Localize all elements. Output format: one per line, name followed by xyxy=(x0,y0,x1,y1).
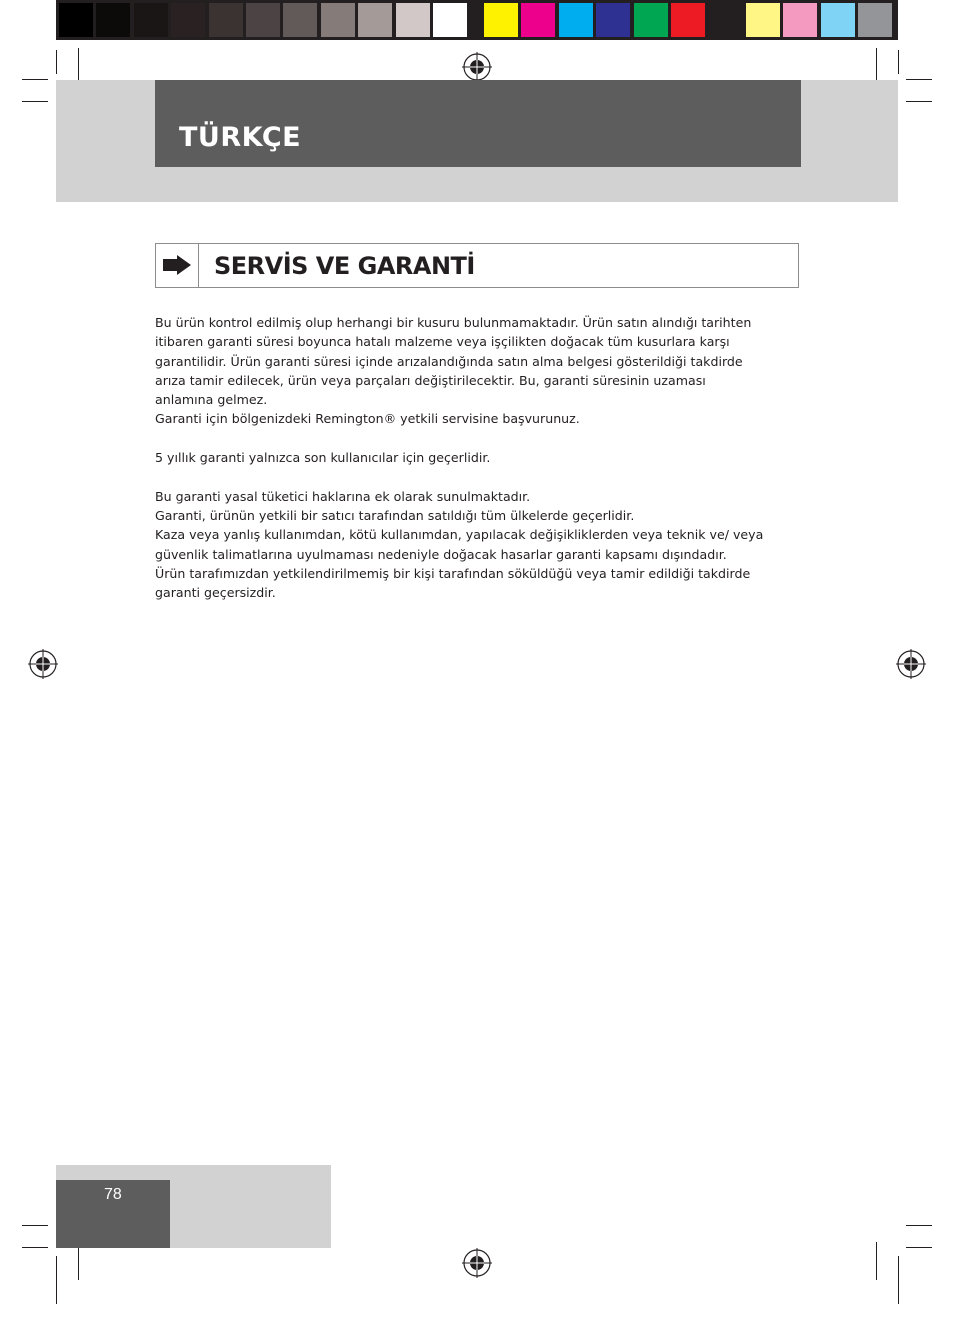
body-line xyxy=(155,429,805,448)
crop-mark xyxy=(876,1242,877,1280)
body-line: Garanti için bölgenizdeki Remington® yetkili servisine başvurunuz. xyxy=(155,411,580,427)
body-line: Kaza veya yanlış kullanımdan, kötü kullanımdan, yapılacak değişikliklerden veya teknik ve/ veya xyxy=(155,527,764,543)
body-line xyxy=(155,467,805,486)
crop-mark xyxy=(22,101,48,102)
body-line: Garanti, ürünün yetkili bir satıcı tarafından satıldığı tüm ülkelerde geçerlidir. xyxy=(155,507,635,523)
registration-mark-icon xyxy=(462,52,492,82)
body-line: 5 yıllık garanti yalnızca son kullanıcılar için geçerlidir. xyxy=(155,450,491,466)
color-swatch xyxy=(708,3,742,37)
arrow-right-icon xyxy=(163,255,191,275)
color-swatch xyxy=(96,3,130,37)
color-swatch xyxy=(521,3,555,37)
crop-mark xyxy=(22,1225,48,1226)
crop-mark xyxy=(898,50,899,74)
registration-mark-icon xyxy=(28,649,58,679)
color-swatch xyxy=(134,3,168,37)
color-swatch xyxy=(559,3,593,37)
crop-mark xyxy=(898,1256,899,1304)
crop-mark xyxy=(906,1247,932,1248)
color-swatch xyxy=(59,3,93,37)
body-line: Bu ürün kontrol edilmiş olup herhangi bir kusuru bulunmamaktadır. Ürün satın alındığı tarihten xyxy=(155,315,752,330)
body-line: garanti geçersizdir. xyxy=(155,585,276,601)
body-line: itibaren garanti süresi boyunca hatalı malzeme veya işçilikten doğacak tüm kusurlara karşı xyxy=(155,334,730,350)
color-swatch xyxy=(209,3,243,37)
color-swatch xyxy=(433,3,467,37)
color-swatch xyxy=(396,3,430,37)
color-swatch xyxy=(746,3,780,37)
page-number-box xyxy=(56,1180,170,1248)
crop-mark xyxy=(22,79,48,80)
color-swatch xyxy=(671,3,705,37)
language-title: TÜRKÇE xyxy=(179,122,302,153)
registration-mark-icon xyxy=(462,1248,492,1278)
color-swatch xyxy=(484,3,518,37)
crop-mark xyxy=(56,1256,57,1304)
body-line: arıza tamir edilecek, ürün veya parçaları değiştirilecektir. Bu, garanti süresinin uzaması xyxy=(155,372,706,388)
page-number: 78 xyxy=(104,1186,122,1203)
color-swatch xyxy=(634,3,668,37)
color-swatch xyxy=(358,3,392,37)
body-line: garantilidir. Ürün garanti süresi içinde arızalandığında satın alma belgesi gösterildiği takdirde xyxy=(155,353,743,369)
body-line: Ürün tarafımızdan yetkilendirilmemiş bir kişi tarafından söküldüğü veya tamir edildiği takdirde xyxy=(155,565,751,581)
body-line: Bu garanti yasal tüketici haklarına ek olarak sunulmaktadır. xyxy=(155,488,531,504)
warranty-text xyxy=(155,313,805,602)
crop-mark xyxy=(22,1247,48,1248)
color-swatch xyxy=(821,3,855,37)
crop-mark xyxy=(56,50,57,74)
color-swatch xyxy=(783,3,817,37)
crop-mark xyxy=(906,101,932,102)
color-swatch xyxy=(283,3,317,37)
section-title: SERVİS VE GARANTİ xyxy=(214,252,475,280)
color-swatch xyxy=(171,3,205,37)
registration-mark-icon xyxy=(896,649,926,679)
crop-mark xyxy=(906,1225,932,1226)
language-header xyxy=(155,80,801,167)
color-swatch xyxy=(596,3,630,37)
body-line: anlamına gelmez. xyxy=(155,392,268,408)
color-swatch xyxy=(321,3,355,37)
body-line: güvenlik talimatlarına uyulmaması nedeniyle doğacak hasarlar garanti kapsamı dışındadır. xyxy=(155,546,727,562)
section-heading xyxy=(155,243,799,288)
crop-mark xyxy=(906,79,932,80)
color-swatch xyxy=(858,3,892,37)
color-calibration-bar xyxy=(56,0,898,40)
arrow-cell xyxy=(156,244,199,287)
color-swatch xyxy=(246,3,280,37)
